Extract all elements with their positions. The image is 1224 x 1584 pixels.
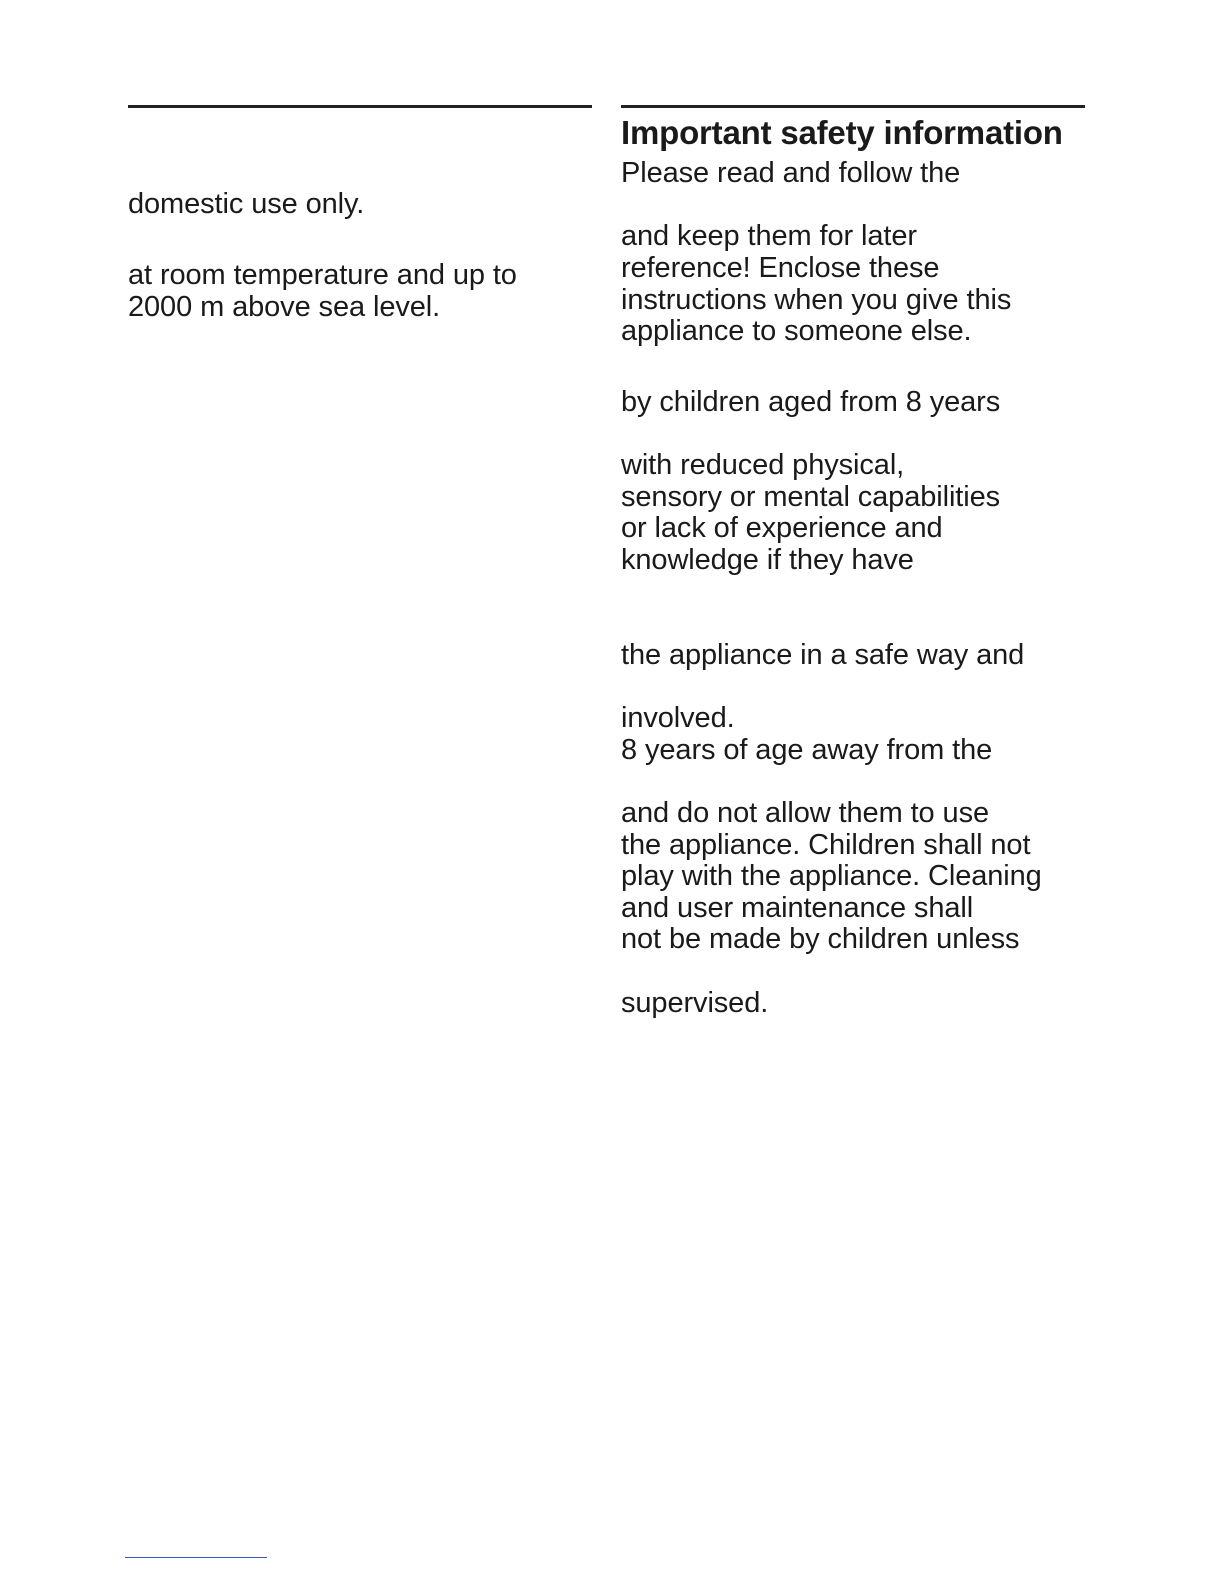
text-line: and keep them for later (621, 220, 917, 252)
text-line: appliance to someone else. (621, 315, 972, 347)
text-line: the appliance. Children shall not (621, 829, 1031, 861)
text-line: with reduced physical, (621, 449, 905, 481)
text-line: play with the appliance. Cleaning (621, 860, 1042, 892)
text-line: and do not allow them to use (621, 797, 989, 829)
text-line: knowledge if they have (621, 544, 914, 576)
text-line: 8 years of age away from the (621, 734, 993, 766)
text-line: the appliance in a safe way and (621, 639, 1025, 671)
text-line: domestic use only. (128, 188, 365, 220)
text-line: Please read and follow the (621, 157, 961, 189)
section-heading: Important safety information (621, 114, 1063, 151)
text-line: supervised. (621, 987, 769, 1019)
text-line: by children aged from 8 years (621, 386, 1001, 418)
text-line: sensory or mental capabilities (621, 481, 1001, 513)
text-line: involved. (621, 702, 735, 734)
right-column-top-rule (621, 105, 1085, 108)
left-column-top-rule (128, 105, 592, 108)
text-line: instructions when you give this (621, 284, 1012, 316)
text-line: or lack of experience and (621, 512, 943, 544)
text-line: not be made by children unless (621, 923, 1020, 955)
footnote-separator (125, 1557, 267, 1558)
text-line: reference! Enclose these (621, 252, 940, 284)
text-line: and user maintenance shall (621, 892, 974, 924)
text-line: 2000 m above sea level. (128, 291, 441, 323)
text-line: at room temperature and up to (128, 259, 517, 291)
